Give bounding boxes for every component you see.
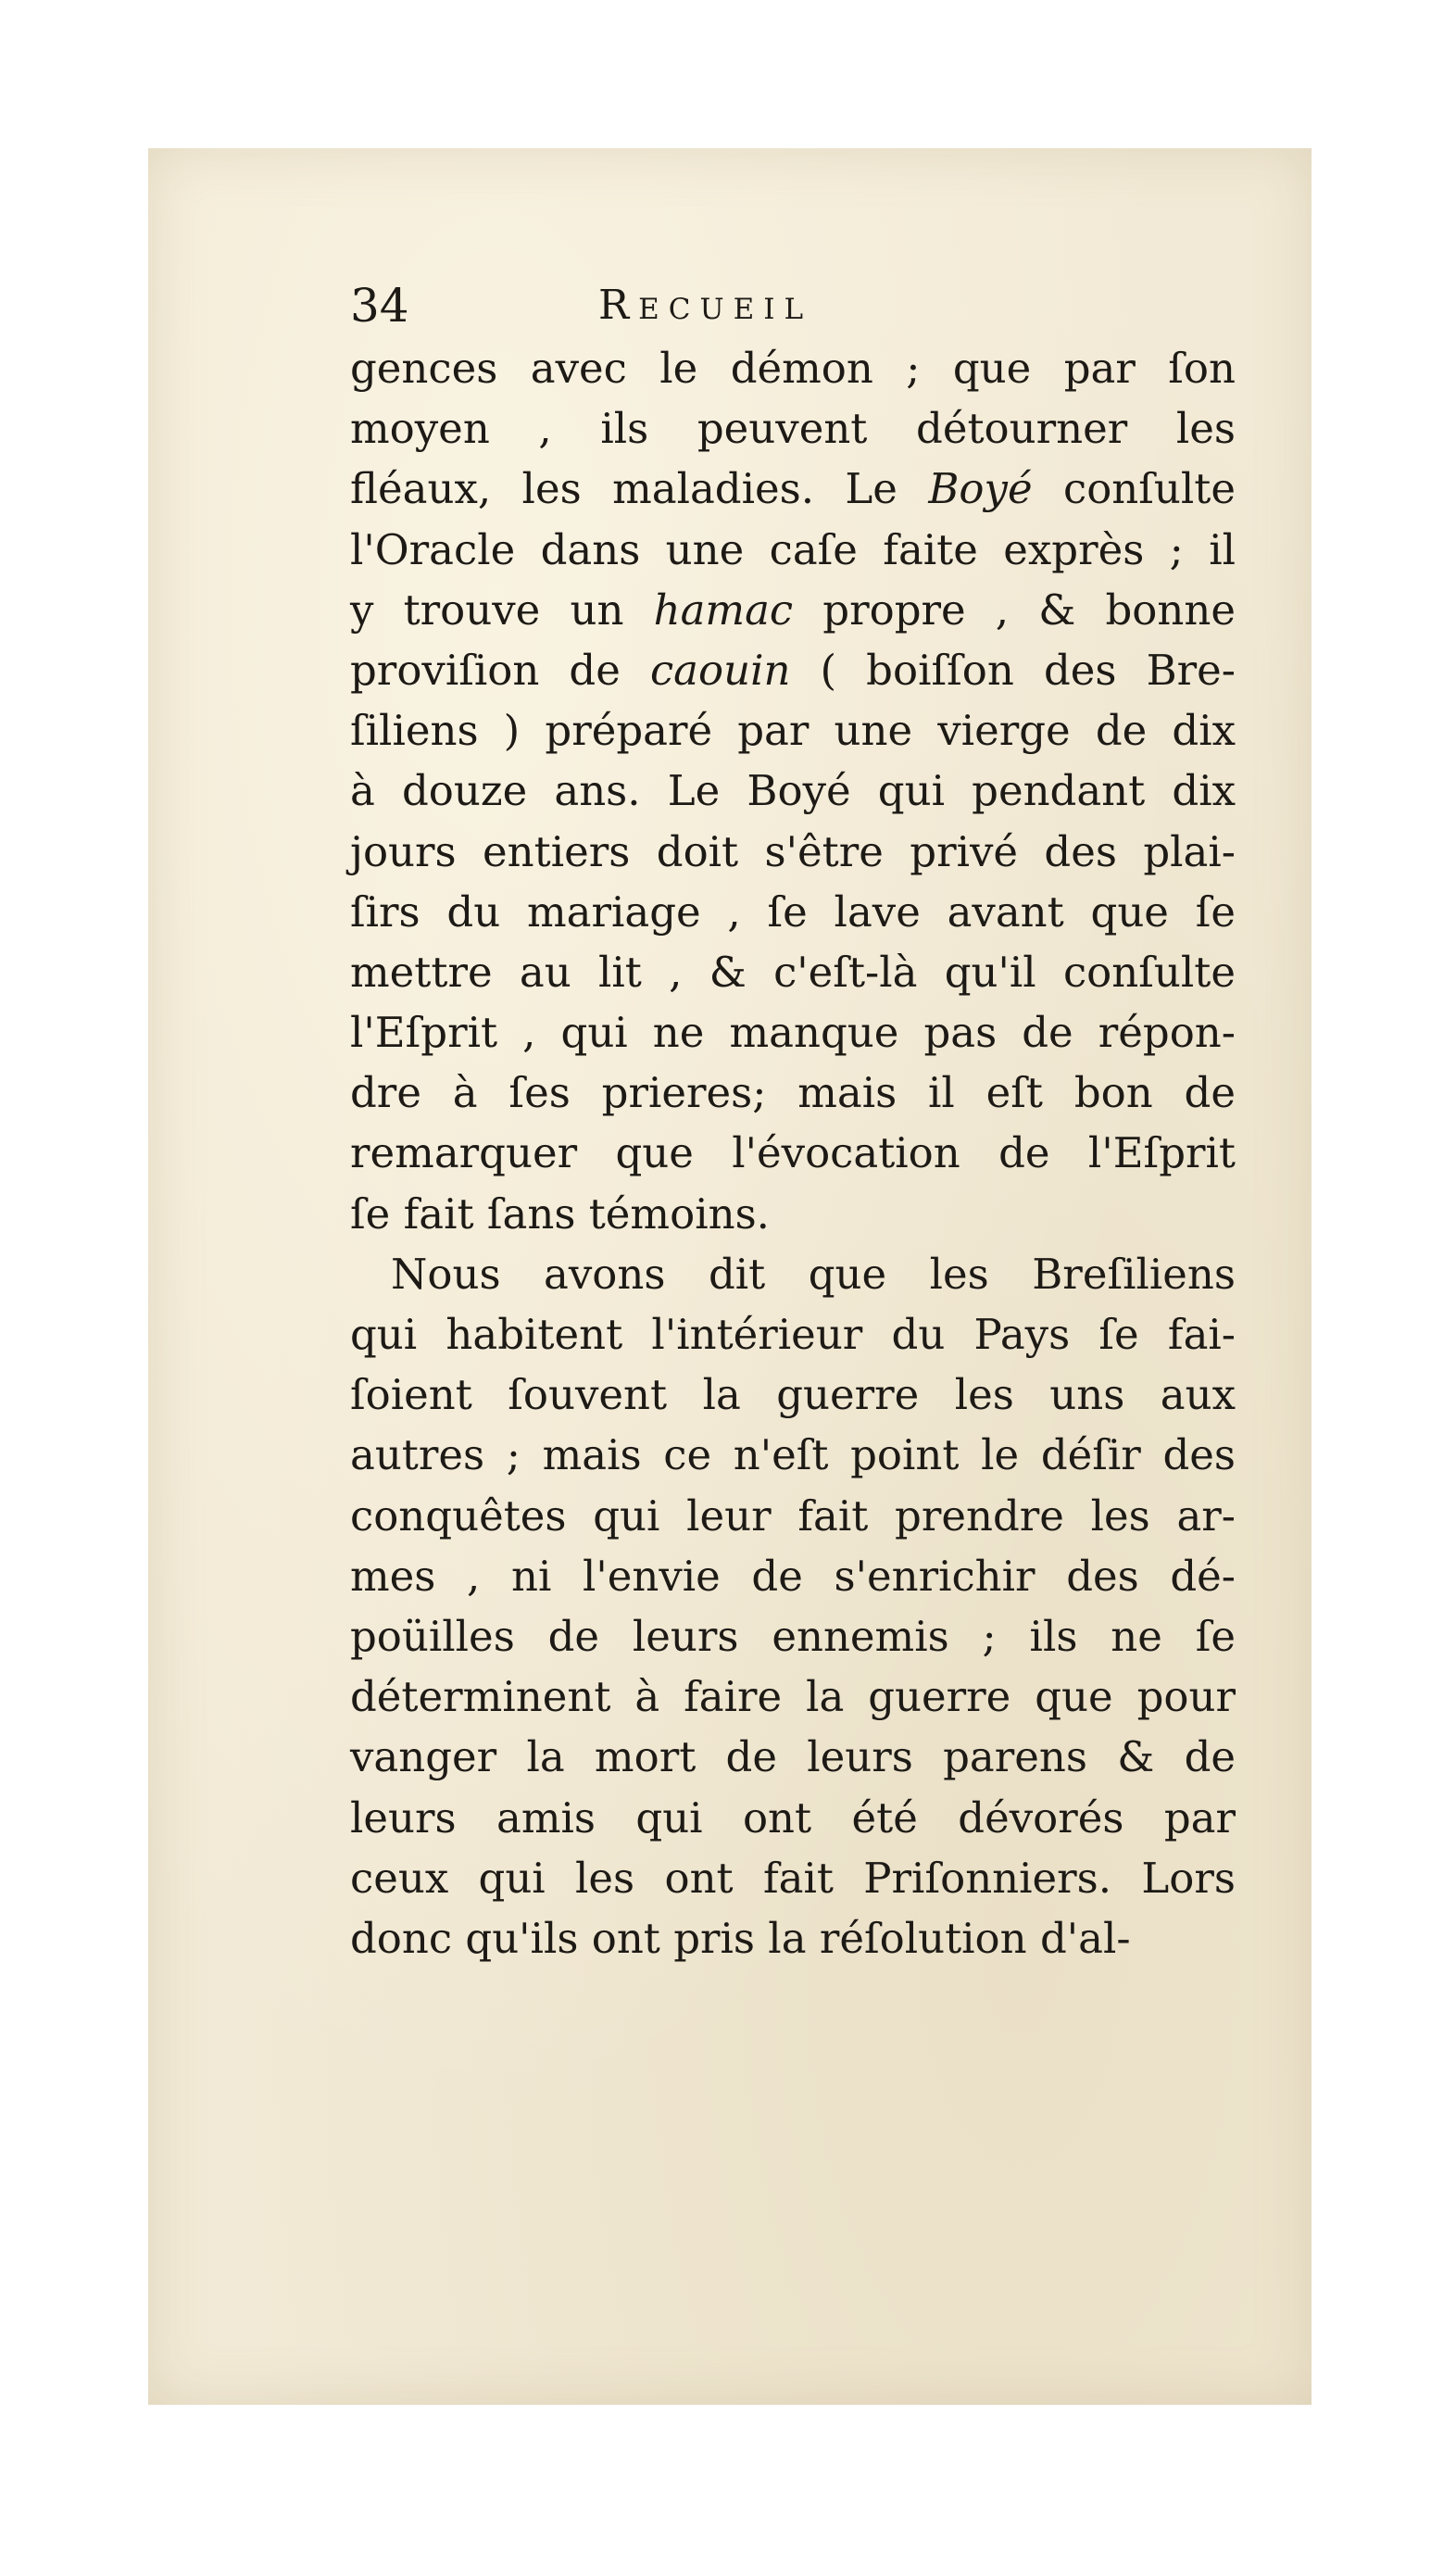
text-line xyxy=(350,1184,1236,1244)
running-head: Recueil xyxy=(598,282,813,329)
text-run: qui habitent l'intérieur du Pays ſe fai- xyxy=(350,1310,1236,1359)
text-run: remarquer que l'évocation de l'Eſprit xyxy=(350,1128,1236,1178)
text-run: l'Eſprit , qui ne manque pas de répon- xyxy=(350,1008,1236,1058)
page-number: 34 xyxy=(350,279,409,333)
text-run: déterminent à faire la guerre que pour xyxy=(350,1672,1236,1722)
text-run: poüilles de leurs ennemis ; ils ne ſe xyxy=(350,1611,1236,1661)
page-header xyxy=(350,273,1137,338)
text-run: ſirs du mariage , ſe lave avant que ſe xyxy=(350,887,1236,937)
body-text xyxy=(350,338,1236,1968)
text-line xyxy=(350,1425,1236,1485)
text-run: ceux qui les ont fait Priſonniers. Lors xyxy=(350,1853,1236,1903)
text-line xyxy=(350,700,1236,761)
text-run: moyen , ils peuvent détourner les xyxy=(350,404,1236,454)
text-run: ſe fait ſans témoins. xyxy=(350,1188,770,1239)
text-run: dre à ſes prieres; mais il eſt bon de xyxy=(350,1068,1236,1118)
text-run: ſoient ſouvent la guerre les uns aux xyxy=(350,1370,1236,1420)
text-line xyxy=(350,761,1236,821)
text-run: ſiliens ) préparé par une vierge de dix xyxy=(350,706,1236,756)
text-line xyxy=(350,882,1236,942)
text-line xyxy=(350,1546,1236,1606)
book-page xyxy=(148,148,1312,2405)
text-line xyxy=(350,1486,1236,1546)
text-line xyxy=(350,338,1236,398)
text-run: jours entiers doit s'être privé des plai- xyxy=(350,826,1236,876)
text-run: gences avec le démon ; que par ſon xyxy=(350,344,1236,393)
text-line xyxy=(350,1063,1236,1123)
text-run: conſulte xyxy=(1032,464,1236,514)
text-run: fléaux, les maladies. Le xyxy=(350,464,929,514)
text-line xyxy=(350,1606,1236,1666)
text-run: leurs amis qui ont été dévorés par xyxy=(350,1792,1236,1842)
text-line xyxy=(350,942,1236,1002)
text-run: mettre au lit , & c'eſt-là qu'il conſulte xyxy=(350,947,1236,997)
italic-term: caouin xyxy=(649,645,791,695)
text-line xyxy=(350,459,1236,519)
text-run: proviſion de xyxy=(350,645,650,695)
paragraph-1 xyxy=(350,338,1236,1244)
text-line xyxy=(350,1002,1236,1063)
text-run: l'Oracle dans une caſe faite exprès ; il xyxy=(350,524,1236,574)
text-line xyxy=(350,1727,1236,1787)
text-line xyxy=(350,1123,1236,1183)
italic-term: Boyé xyxy=(928,464,1033,514)
text-run: à douze ans. Le Boyé qui pendant dix xyxy=(350,766,1236,816)
text-run: autres ; mais ce n'eſt point le déſir des xyxy=(350,1430,1236,1480)
text-run: propre , & bonne xyxy=(793,585,1236,635)
text-run: conquêtes qui leur fait prendre les ar- xyxy=(350,1490,1236,1541)
text-line xyxy=(350,640,1236,700)
text-line xyxy=(350,1788,1236,1848)
text-line xyxy=(350,520,1236,580)
text-line xyxy=(350,1365,1236,1425)
paragraph-2 xyxy=(350,1244,1236,1968)
text-line xyxy=(350,1304,1236,1365)
text-run: vanger la mort de leurs parens & de xyxy=(350,1732,1236,1782)
text-run: Nous avons dit que les Breſiliens xyxy=(391,1249,1236,1299)
text-line xyxy=(350,1908,1236,1968)
text-line xyxy=(350,1848,1236,1908)
text-run: donc qu'ils ont pris la réſolution d'al- xyxy=(350,1913,1131,1963)
italic-term: hamac xyxy=(653,585,794,635)
text-run: y trouve un xyxy=(350,585,654,635)
text-line xyxy=(350,580,1236,640)
text-line xyxy=(350,398,1236,459)
text-line xyxy=(350,1666,1236,1727)
text-run: ( boiſſon des Bre- xyxy=(790,645,1236,695)
text-line xyxy=(350,822,1236,882)
text-line xyxy=(350,1244,1236,1304)
text-run: mes , ni l'envie de s'enrichir des dé- xyxy=(350,1551,1236,1601)
